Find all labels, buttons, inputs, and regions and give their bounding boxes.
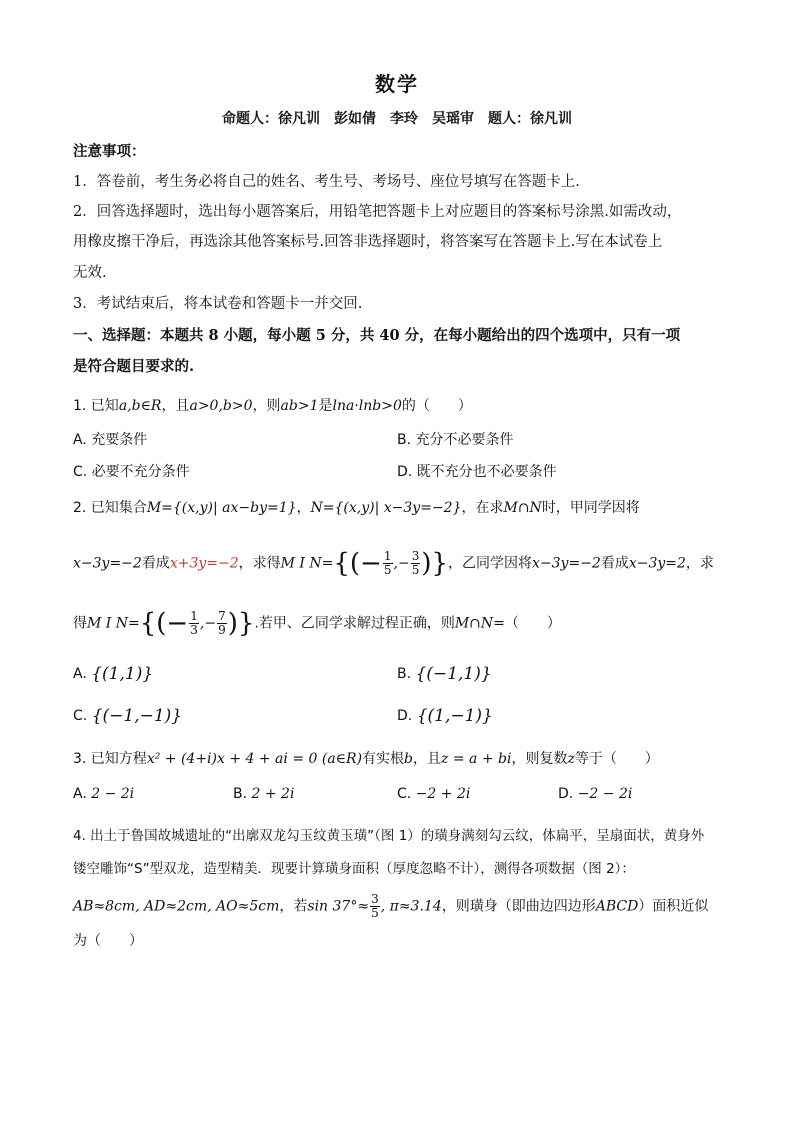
q3-text: ，则复数 bbox=[511, 751, 568, 767]
q1-math: ab>1 bbox=[280, 398, 319, 414]
q2-fraction: $\frac{7}{9}$ bbox=[218, 609, 226, 637]
q2-fraction: $\frac{1}{5}$ bbox=[383, 549, 392, 577]
q2-option-b: B. {(−1,1)} bbox=[397, 664, 492, 684]
page-title: 数学 bbox=[375, 72, 419, 96]
q2-math: M I N= bbox=[280, 555, 334, 572]
q2-separator: ,− bbox=[199, 615, 217, 632]
q4-text: ）面积近似 bbox=[638, 898, 709, 915]
q2-set-close: )} bbox=[421, 548, 449, 579]
q1-option-b: B. 充分不必要条件 bbox=[397, 432, 514, 448]
notice-item-2-line-2: 用橡皮擦干净后，再选涂其他答案标号.回答非选择题时，将答案写在答题卡上.写在本试卷上 bbox=[73, 234, 663, 250]
q1-text: ，且 bbox=[161, 398, 190, 414]
q4-math: ABCD bbox=[595, 898, 639, 915]
q2-set-open: {(− bbox=[139, 608, 189, 639]
q2-math-highlight: x+3y=−2 bbox=[169, 555, 239, 572]
q1-math: lna·lnb>0 bbox=[332, 398, 402, 414]
q2-option-a: A. {(1,1)} bbox=[73, 664, 154, 684]
q1-text: 1. 已知 bbox=[73, 398, 119, 414]
q2-fraction: $\frac{1}{3}$ bbox=[190, 609, 198, 637]
question-4-stem-line-1: 4. 出土于鲁国故城遗址的“出廓双龙勾玉纹黄玉璜”（图 1）的璜身满刻勾云纹，体扁平，呈扇面状，黄身外 bbox=[73, 828, 705, 844]
q4-text: ，则璜身（即曲边四边形 bbox=[441, 898, 596, 915]
q2-math: x−3y=−2 bbox=[532, 555, 601, 572]
q2-text: ，乙同学因将 bbox=[448, 555, 533, 572]
authors-line: 命题人：徐凡训 彭如倩 李玲 吴瑶审 题人：徐凡训 bbox=[222, 111, 572, 127]
q3-option-a: A. 2 − 2i bbox=[73, 786, 135, 802]
q3-math: z = a + bi bbox=[441, 751, 512, 767]
q3-text: ，且 bbox=[413, 751, 442, 767]
notice-heading: 注意事项： bbox=[73, 143, 146, 160]
q2-text: （ ） bbox=[504, 615, 561, 632]
q3-math: x² + (4+i)x + 4 + ai = 0 (a∈R) bbox=[146, 751, 363, 767]
question-1-stem bbox=[73, 396, 472, 416]
q2-fraction: $\frac{3}{5}$ bbox=[411, 549, 420, 577]
q2-math: M I N= bbox=[87, 615, 140, 632]
q2-math: x−3y=−2 bbox=[73, 555, 142, 572]
q1-text: 是 bbox=[318, 398, 333, 414]
question-2-stem-line-1 bbox=[73, 498, 640, 518]
q2-text: ，求得 bbox=[238, 555, 281, 572]
q2-math: M={(x,y)| ax−by=1} bbox=[146, 500, 297, 516]
q4-fraction: $\frac{3}{5}$ bbox=[371, 892, 379, 920]
q2-text: ， bbox=[296, 500, 311, 516]
q2-text: 得 bbox=[73, 615, 87, 632]
q2-option-c: C. {(−1,−1)} bbox=[73, 706, 183, 726]
q3-math: b bbox=[404, 751, 414, 767]
question-2-stem-line-2 bbox=[73, 550, 714, 577]
q3-option-d: D. −2 − 2i bbox=[558, 786, 633, 802]
notice-item-2-line-1: 2．回答选择题时，选出每小题答案后，用铅笔把答题卡上对应题目的答案标号涂黑.如需改动， bbox=[73, 204, 682, 220]
q3-option-b: B. 2 + 2i bbox=[233, 786, 295, 802]
q2-set-close: )} bbox=[227, 608, 255, 639]
q3-math: z bbox=[567, 751, 575, 767]
q1-math: a>0,b>0 bbox=[189, 398, 253, 414]
q2-math: x−3y=2 bbox=[628, 555, 686, 572]
q3-text: 3. 已知方程 bbox=[73, 751, 147, 767]
q2-text: ，求 bbox=[685, 555, 714, 572]
notice-item-1: 1．答卷前，考生务必将自己的姓名、考生号、考场号、座位号填写在答题卡上. bbox=[73, 174, 580, 190]
q3-text: 有实根 bbox=[362, 751, 405, 767]
q2-math: M∩N= bbox=[454, 615, 505, 632]
q2-math: M∩N bbox=[503, 500, 542, 516]
q4-text: ，若 bbox=[279, 898, 308, 915]
question-4-stem-line-4: 为（ ） bbox=[73, 933, 143, 949]
question-2-stem-line-3 bbox=[73, 610, 561, 637]
question-4-stem-line-2: 镂空雕饰“S”型双龙，造型精美．现要计算璜身面积（厚度忽略不计），测得各项数据（图 2）： bbox=[73, 861, 635, 877]
section-1-heading-line-2: 是符合题目要求的. bbox=[73, 358, 195, 375]
q2-text: 时，甲同学因将 bbox=[541, 500, 640, 516]
q3-option-c: C. −2 + 2i bbox=[397, 786, 471, 802]
q2-text: 看成 bbox=[600, 555, 629, 572]
q1-option-c: C. 必要不充分条件 bbox=[73, 464, 190, 480]
q4-math: sin 37°≈ bbox=[307, 898, 370, 915]
q2-separator: ,− bbox=[393, 555, 410, 572]
q2-math: N={(x,y)| x−3y=−2} bbox=[310, 500, 462, 516]
notice-item-3: 3．考试结束后，将本试卷和答题卡一并交回. bbox=[73, 296, 363, 312]
q3-text: 等于（ ） bbox=[574, 751, 659, 767]
notice-item-2-line-3: 无效. bbox=[73, 265, 107, 281]
question-4-stem-line-3 bbox=[73, 893, 708, 920]
q2-text: .若甲、乙同学求解过程正确，则 bbox=[254, 615, 455, 632]
section-1-heading-line-1: 一、选择题：本题共 8 小题，每小题 5 分，共 40 分，在每小题给出的四个选项中，只有一项 bbox=[73, 327, 681, 344]
q2-option-d: D. {(1,−1)} bbox=[397, 706, 493, 726]
q4-math: AB≈8cm, AD≈2cm, AO≈5cm bbox=[73, 898, 280, 915]
q1-text: ，则 bbox=[252, 398, 281, 414]
q2-text: 看成 bbox=[141, 555, 170, 572]
q1-text: 的（ ） bbox=[401, 398, 472, 414]
q1-math: a,b∈R bbox=[118, 398, 162, 414]
question-3-stem bbox=[73, 749, 659, 769]
q2-text: ，在求 bbox=[461, 500, 504, 516]
q1-option-d: D. 既不充分也不必要条件 bbox=[397, 464, 557, 480]
q4-math: , π≈3.14 bbox=[380, 898, 442, 915]
q2-set-open: {(− bbox=[333, 548, 382, 579]
q2-text: 2. 已知集合 bbox=[73, 500, 147, 516]
q1-option-a: A. 充要条件 bbox=[73, 432, 148, 448]
